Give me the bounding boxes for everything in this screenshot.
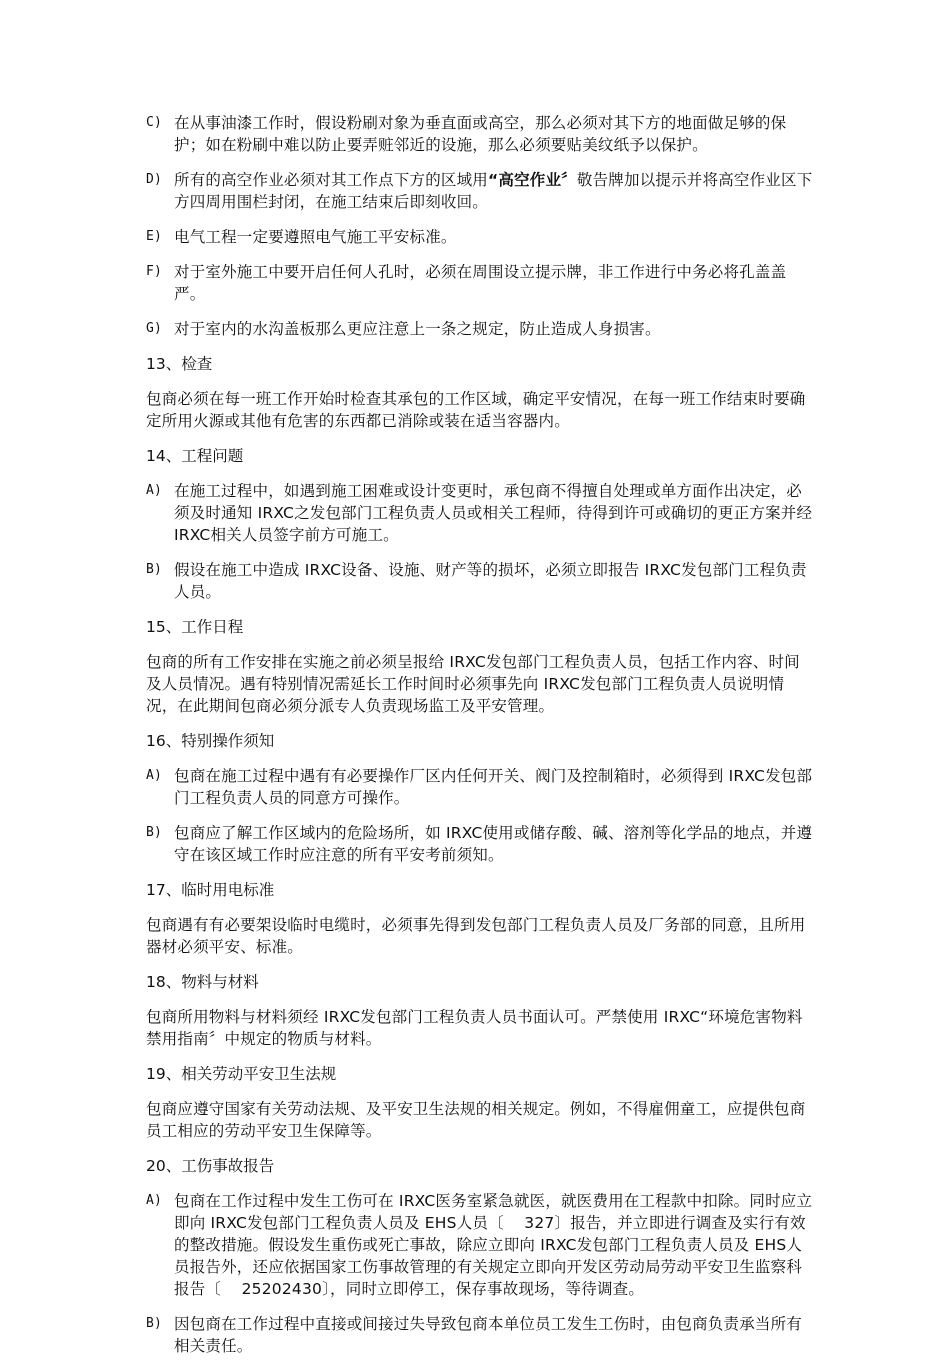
list-label: D): [146, 172, 163, 187]
list-text: 包商在施工过程中遇有有必要操作厂区内任何开关、阀门及控制箱时，必须得到 IRXC发包部门工程负责人员的同意方可操作。: [174, 767, 813, 807]
section-heading-18: 18、物料与材料: [146, 973, 259, 991]
list-text: 因包商在工作过程中直接或间接过失导致包商本单位员工发生工伤时，由包商负责承当所有相关责任。: [174, 1315, 803, 1355]
list-item-b: [146, 822, 814, 866]
list-label: A): [146, 768, 163, 783]
paragraph: 包商遇有有必要架设临时电缆时，必须事先得到发包部门工程负责人员及厂务部的同意，且所用器材必须平安、标准。: [146, 916, 806, 956]
list-text-part: 所有的高空作业必须对其工作点下方的区域用: [174, 171, 489, 189]
list-label: A): [146, 483, 163, 498]
list-text-part: 敬告牌加以提示并将高空作业区下方四周用围栏封闭，在施工结束后即刻收回。: [174, 171, 813, 211]
list-label: B): [146, 1316, 163, 1331]
list-label: E): [146, 229, 163, 244]
list-item-e: [146, 226, 814, 248]
list-item-g: [146, 318, 814, 340]
document-page: [146, 112, 814, 1370]
list-text: [174, 169, 814, 213]
paragraph: 包商所用物料与材料须经 IRXC发包部门工程负责人员书面认可。严禁使用 IRXC“环境危害物料禁用指南〞中规定的物质与材料。: [146, 1008, 803, 1048]
list-text: 包商在工作过程中发生工伤可在 IRXC医务室紧急就医，就医费用在工程款中扣除。同时应立即向 IRXC发包部门工程负责人员及 EHS人员〔 327〕报告，并立即进行调查及实行有效的整改措施。假设发生重伤或死亡事故，除应立即向 IRXC发包部门工程负责人员及 EHS人员报告外，还应依据国家工伤事故管理的有关规定立即向开发区劳动局劳动平安卫生监察科报告〔 25202430〕，同时立即停工，保存事故现场，等待调查。: [174, 1192, 813, 1298]
paragraph: 包商的所有工作安排在实施之前必须呈报给 IRXC发包部门工程负责人员，包括工作内容、时间及人员情况。遇有特别情况需延长工作时间时必须事先向 IRXC发包部门工程负责人员说明情况，在此期间包商必须分派专人负责现场监工及平安管理。: [146, 653, 800, 715]
section-heading-13: 13、检查: [146, 355, 213, 373]
paragraph: 包商必须在每一班工作开始时检查其承包的工作区域，确定平安情况，在每一班工作结束时要确定所用火源或其他有危害的东西都已消除或装在适当容器内。: [146, 390, 806, 430]
list-text: 假设在施工中造成 IRXC设备、设施、财产等的损坏，必须立即报告 IRXC发包部门工程负责人员。: [174, 561, 807, 601]
list-item-a: [146, 1190, 814, 1300]
list-text: 包商应了解工作区域内的危险场所，如 IRXC使用或储存酸、碱、溶剂等化学品的地点，并遵守在该区域工作时应注意的所有平安考前须知。: [174, 824, 813, 864]
list-text: 在施工过程中，如遇到施工困难或设计变更时，承包商不得擅自处理或单方面作出决定，必须及时通知 IRXC之发包部门工程负责人员或相关工程师，待得到许可或确切的更正方案并经 IRXC相关人员签字前方可施工。: [174, 482, 813, 544]
section-heading-16: 16、特别操作须知: [146, 732, 275, 750]
list-label: B): [146, 562, 163, 577]
section-heading-15: 15、工作日程: [146, 618, 244, 636]
list-label: A): [146, 1193, 163, 1208]
list-label: B): [146, 825, 163, 840]
section-heading-20: 20、工伤事故报告: [146, 1157, 275, 1175]
list-item-b: [146, 1313, 814, 1357]
list-text: 对于室内的水沟盖板那么更应注意上一条之规定，防止造成人身损害。: [174, 320, 661, 338]
list-item-f: [146, 261, 814, 305]
list-item-a: [146, 480, 814, 546]
section-heading-19: 19、相关劳动平安卫生法规: [146, 1065, 337, 1083]
list-item-d: [146, 169, 814, 213]
list-text: 在从事油漆工作时，假设粉刷对象为垂直面或高空，那么必须对其下方的地面做足够的保护；如在粉刷中难以防止要弄赃邻近的设施，那么必须要贴美纹纸予以保护。: [174, 114, 787, 154]
list-label: C): [146, 115, 163, 130]
bold-phrase: “高空作业〞: [488, 171, 577, 189]
list-label: F): [146, 264, 163, 279]
list-item-b: [146, 559, 814, 603]
list-item-a: [146, 765, 814, 809]
section-heading-14: 14、工程问题: [146, 447, 244, 465]
list-label: G): [146, 321, 163, 336]
section-heading-17: 17、临时用电标准: [146, 881, 275, 899]
list-text: 对于室外施工中要开启任何人孔时，必须在周围设立提示牌，非工作进行中务必将孔盖盖严。: [174, 263, 787, 303]
list-item-c: [146, 112, 814, 156]
paragraph: 包商应遵守国家有关劳动法规、及平安卫生法规的相关规定。例如，不得雇佣童工，应提供包商员工相应的劳动平安卫生保障等。: [146, 1100, 806, 1140]
list-text: 电气工程一定要遵照电气施工平安标准。: [174, 228, 457, 246]
